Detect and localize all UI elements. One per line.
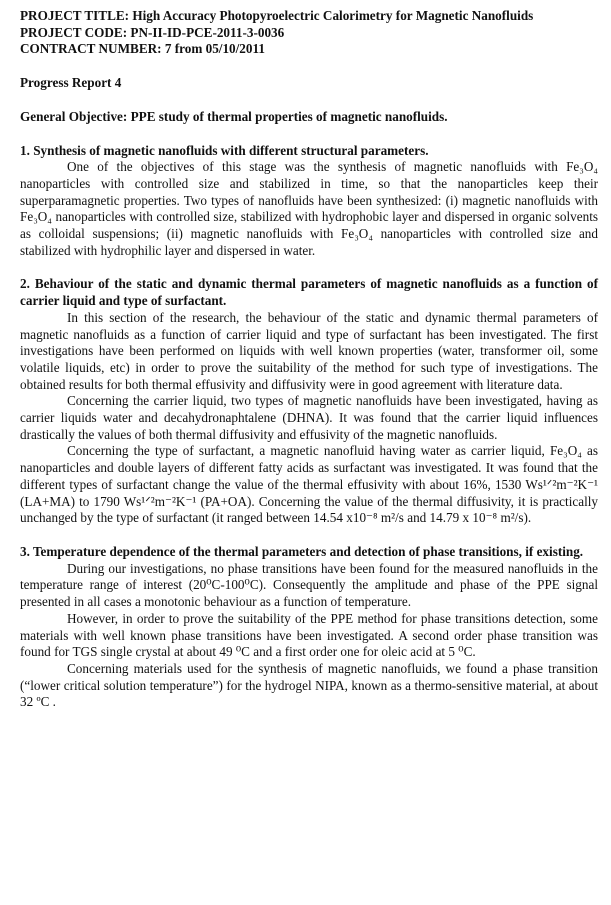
report-title: Progress Report 4 bbox=[20, 75, 122, 91]
section-1 bbox=[20, 143, 598, 260]
section-3 bbox=[20, 544, 598, 711]
project-title: PROJECT TITLE: High Accuracy Photopyroelectric Calorimetry for Magnetic Nanofluids bbox=[20, 8, 534, 23]
paragraph: During our investigations, no phase transitions have been found for the measured nanofluids in the temperature range of interest (20⁰C-100⁰C). Consequently the amplitude and phase of the PPE signal presented in all cases a monotonic behaviour as a function of temperature. bbox=[20, 560, 598, 610]
section-heading: 3. Temperature dependence of the thermal parameters and detection of phase transitions, if existing. bbox=[20, 543, 584, 559]
section-2 bbox=[20, 276, 598, 527]
paragraph: Concerning the type of surfactant, a magnetic nanofluid having water as carrier liquid, Fe₃O₄ as nanoparticles and double layers of different fatty acids as surfactant was investigated. It was found that the different types of surfactant change the value of the thermal effusivity with about 16%, 1530 Ws¹ᐟ²m⁻²K⁻¹ (LA+MA) to 1790 Ws¹ᐟ²m⁻²K⁻¹ (PA+OA). Concerning the value of the thermal diffusivity, it is practically unchanged by the type of surfactant (it ranged between 14.54 x10⁻⁸ m²/s and 14.79 x 10⁻⁸ m²/s). bbox=[20, 443, 598, 526]
general-objective: General Objective: PPE study of thermal properties of magnetic nanofluids. bbox=[20, 108, 448, 124]
section-heading: 2. Behaviour of the static and dynamic thermal parameters of magnetic nanofluids as a function of carrier liquid and type of surfactant. bbox=[20, 276, 598, 309]
paragraph: One of the objectives of this stage was the synthesis of magnetic nanofluids with Fe₃O₄ nanoparticles with controlled size and stabilized in time, so that the nanoparticles keep their superparamagnetic properties. Two types of nanofluids have been synthesized: (i) magnetic nanofluids with Fe₃O₄ nanoparticles with controlled size, stabilized with hydrophobic layer and dispersed in organic solvents as colloidal suspensions; (ii) magnetic nanofluids with Fe₃O₄ nanoparticles with controlled size and stabilized with hydrophilic layer and dispersed in water. bbox=[20, 159, 598, 258]
document-page bbox=[20, 8, 598, 711]
section-heading: 1. Synthesis of magnetic nanofluids with different structural parameters. bbox=[20, 142, 429, 158]
paragraph: Concerning materials used for the synthesis of magnetic nanofluids, we found a phase transition (“lower critical solution temperature”) for the hydrogel NIPA, known as a thermo-sensitive material, at about 32 ºC . bbox=[20, 660, 598, 710]
paragraph: Concerning the carrier liquid, two types of magnetic nanofluids have been investigated, having as carrier liquids water and decahydronaphtalene (DHNA). It was found that the carrier liquid influences drastically the values of both thermal diffusivity and effusivity of the magnetic nanofluids. bbox=[20, 393, 598, 442]
paragraph: In this section of the research, the behaviour of the static and dynamic thermal parameters of magnetic nanofluids as a function of carrier liquid and type of surfactant has been investigated. The first investigations have been performed on liquids with well known properties (water, transformer oil, some volatile liquids, etc) in order to prove the suitability of the method for such type of investigations. The obtained results for both thermal effusivity and diffusivity were in good agreement with literature data. bbox=[20, 309, 598, 392]
contract-number: CONTRACT NUMBER: 7 from 05/10/2011 bbox=[20, 41, 265, 57]
project-code: PROJECT CODE: PN-II-ID-PCE-2011-3-0036 bbox=[20, 24, 285, 40]
paragraph: However, in order to prove the suitability of the PPE method for phase transitions detection, some materials with well known phase transitions have been investigated. A second order phase transition was found for TGS single crystal at about 49 ⁰C and a first order one for oleic acid at 5 ⁰C. bbox=[20, 610, 598, 660]
